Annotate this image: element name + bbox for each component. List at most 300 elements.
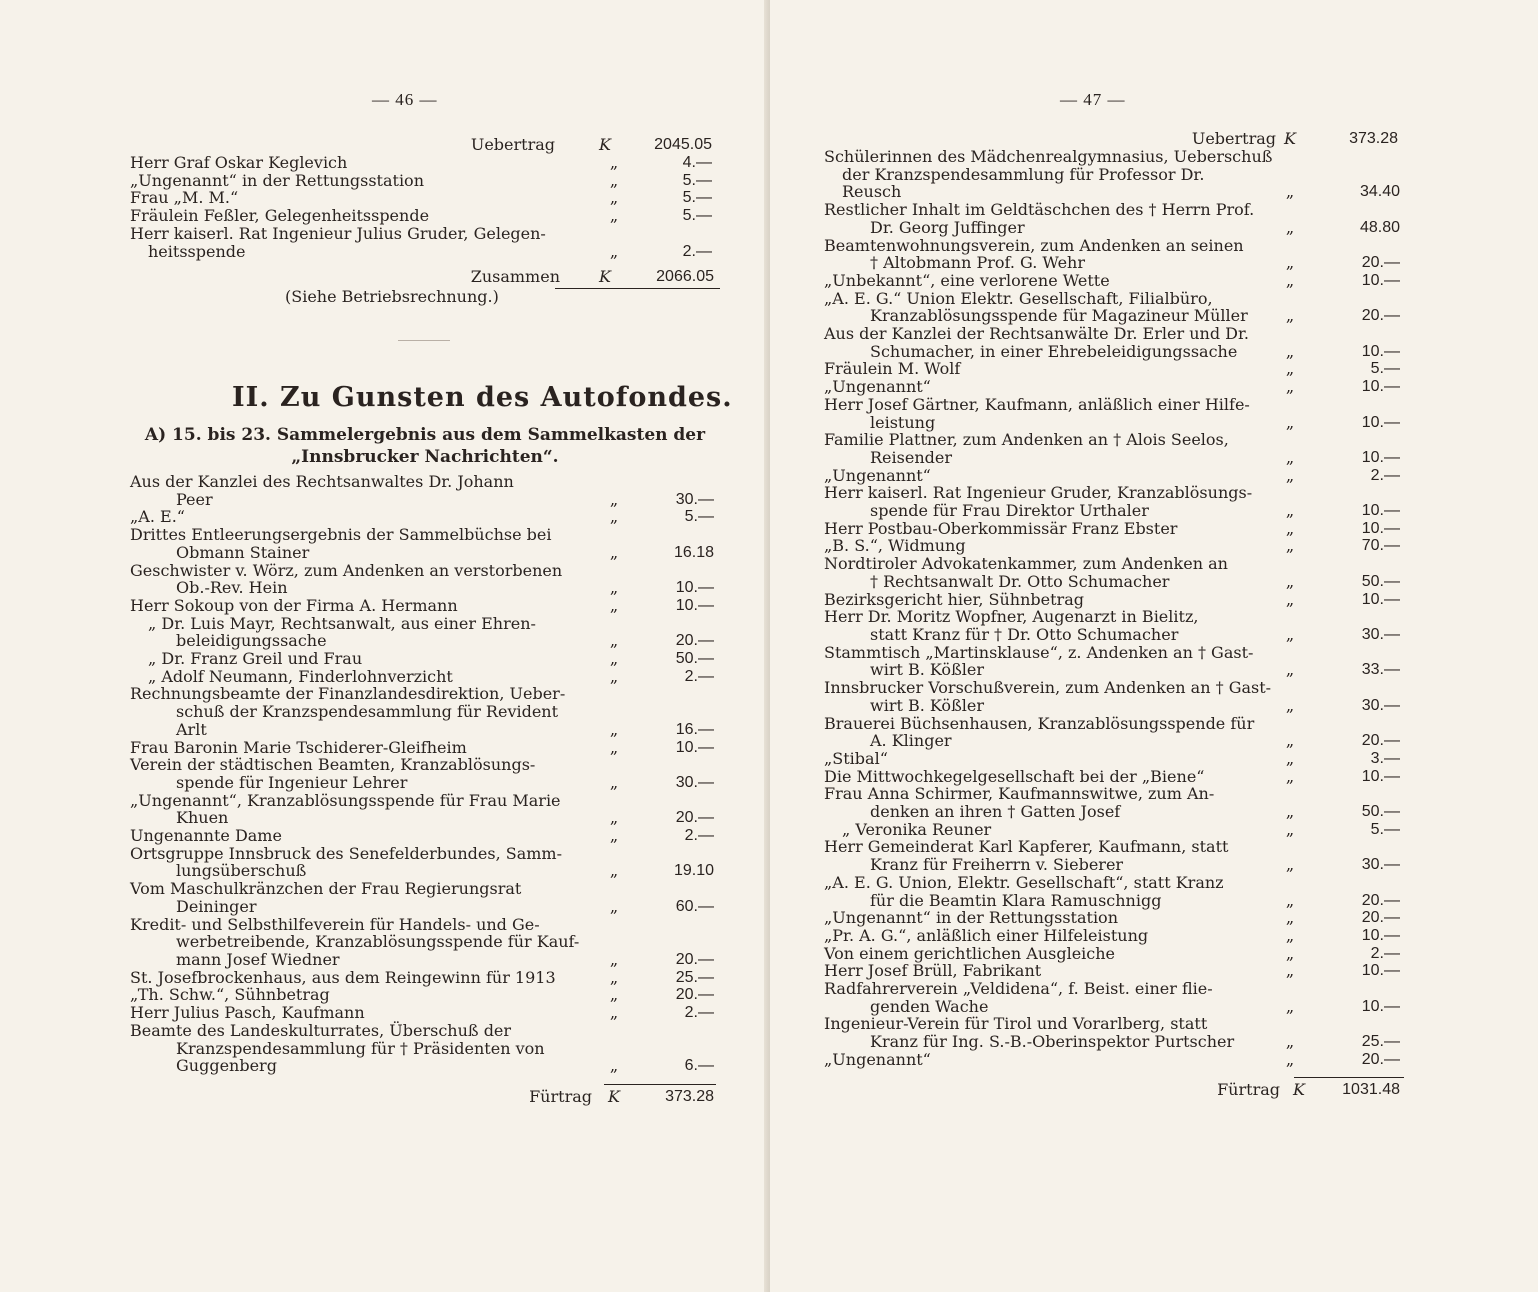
sum-rule <box>604 1084 716 1085</box>
entry-text: Herr Josef Brüll, Fabrikant <box>824 961 1042 981</box>
ledger-row <box>130 225 720 243</box>
ledger-row <box>130 969 720 987</box>
entry-text: „Ungenannt“ <box>824 377 931 397</box>
entry-text: Deininger <box>176 896 257 916</box>
entry-amount: 3.— <box>1370 749 1400 767</box>
ledger-row <box>130 172 720 190</box>
entry-text: Ortsgruppe Innsbruck des Senefelderbundes, Samm- <box>130 843 562 863</box>
ledger-row <box>824 1051 1404 1069</box>
top-entries <box>130 154 720 260</box>
ditto-mark: „ <box>1285 961 1295 981</box>
entry-text: „Ungenannt“ <box>824 465 931 485</box>
ledger-row <box>824 343 1404 361</box>
ditto-mark: „ <box>609 737 619 757</box>
ledger-row <box>824 555 1404 573</box>
entry-amount: 20.— <box>675 809 714 827</box>
ledger-row <box>824 732 1404 750</box>
entry-text: Dr. Georg Juffinger <box>870 217 1025 237</box>
ledger-row <box>824 520 1404 538</box>
entry-list <box>824 148 1404 1069</box>
carry-out-amount: 373.28 <box>665 1088 714 1105</box>
ledger-row <box>824 945 1404 963</box>
entry-amount: 25.— <box>675 968 714 986</box>
ledger-row <box>824 502 1404 520</box>
ledger-row <box>824 237 1404 255</box>
entry-text: Radfahrerverein „Veldidena“, f. Beist. einer flie- <box>824 979 1213 999</box>
entry-text: † Altobmann Prof. G. Wehr <box>870 253 1085 273</box>
ledger-row <box>130 880 720 898</box>
entry-text: „ Adolf Neumann, Finderlohnverzicht <box>148 666 453 686</box>
ledger-row <box>130 721 720 739</box>
entry-text: „A. E. G. Union, Elektr. Gesellschaft“, statt Kranz <box>824 872 1224 892</box>
ditto-mark: „ <box>609 188 619 208</box>
ditto-mark: „ <box>1285 589 1295 609</box>
ledger-row <box>130 526 720 544</box>
entry-amount: 10.— <box>1361 519 1400 537</box>
entry-amount: 30.— <box>1361 625 1400 643</box>
entry-text: genden Wache <box>870 996 989 1016</box>
divider <box>398 340 450 341</box>
entry-text: Die Mittwochkegelgesellschaft bei der „Biene“ <box>824 766 1205 786</box>
ledger-row <box>130 668 720 686</box>
ledger-row <box>824 962 1404 980</box>
entry-text: Fräulein M. Wolf <box>824 359 961 379</box>
currency-symbol: K <box>1293 1080 1305 1099</box>
entry-text: Ungenannte Dame <box>130 826 282 846</box>
entry-text: Brauerei Büchsenhausen, Kranzablösungsspende für <box>824 713 1255 733</box>
entry-amount: 60.— <box>675 897 714 915</box>
entry-text: leistung <box>870 412 936 432</box>
entry-amount: 6.— <box>684 1057 714 1075</box>
ditto-mark: „ <box>609 578 619 598</box>
entry-text: † Rechtsanwalt Dr. Otto Schumacher <box>870 571 1170 591</box>
entry-text: spende für Frau Direktor Urthaler <box>870 501 1149 521</box>
entry-amount: 10.— <box>1361 962 1400 980</box>
ditto-mark: „ <box>1285 182 1295 202</box>
ditto-mark: „ <box>1285 412 1295 432</box>
entry-text: Frau Baronin Marie Tschiderer-Gleifheim <box>130 737 467 757</box>
entry-amount: 2.— <box>1370 466 1400 484</box>
ledger-row <box>130 650 720 668</box>
ledger-row <box>824 360 1404 378</box>
right-page <box>770 0 1538 1292</box>
ledger-row <box>824 785 1404 803</box>
ledger-row <box>824 626 1404 644</box>
ditto-mark: „ <box>609 772 619 792</box>
ledger-row <box>824 573 1404 591</box>
entry-text: Stammtisch „Martinsklause“, z. Andenken an † Gast- <box>824 642 1254 662</box>
entry-text: Herr Sokoup von der Firma A. Hermann <box>130 595 458 615</box>
ledger-row <box>824 290 1404 308</box>
ledger-row <box>824 396 1404 414</box>
ditto-mark: „ <box>609 861 619 881</box>
entry-text: „Ungenannt“ in der Rettungsstation <box>130 170 424 190</box>
ditto-mark: „ <box>1285 624 1295 644</box>
ledger-row <box>130 986 720 1004</box>
entry-text: spende für Ingenieur Lehrer <box>176 772 408 792</box>
ledger-row <box>824 378 1404 396</box>
entry-amount: 5.— <box>682 189 712 207</box>
entry-amount: 20.— <box>1361 1050 1400 1068</box>
entry-text: Reusch <box>842 182 902 202</box>
entry-amount: 10.— <box>1361 271 1400 289</box>
ledger-row <box>130 685 720 703</box>
entry-text: „Stibal“ <box>824 748 888 768</box>
ditto-mark: „ <box>1285 660 1295 680</box>
ledger-row <box>824 715 1404 733</box>
entry-amount: 10.— <box>1361 926 1400 944</box>
ditto-mark: „ <box>1285 695 1295 715</box>
ditto-mark: „ <box>1285 217 1295 237</box>
entry-text: wirt B. Kößler <box>870 660 984 680</box>
entry-text: „ Veronika Reuner <box>842 819 992 839</box>
ledger-row <box>130 207 720 225</box>
entry-text: Beamte des Landeskulturrates, Überschuß der <box>130 1020 512 1040</box>
ledger-row <box>824 821 1404 839</box>
ditto-mark: „ <box>1285 270 1295 290</box>
entry-text: Kredit- und Selbsthilfeverein für Handels- und Ge- <box>130 914 540 934</box>
carry-in-label: Uebertrag <box>1191 129 1276 148</box>
entry-text: „Th. Schw.“, Sühnbetrag <box>130 985 330 1005</box>
entry-text: Peer <box>176 489 213 509</box>
ditto-mark: „ <box>1285 465 1295 485</box>
entry-text: Herr Graf Oskar Keglevich <box>130 153 348 172</box>
ditto-mark: „ <box>609 1056 619 1076</box>
ditto-mark: „ <box>1285 359 1295 379</box>
ditto-mark: „ <box>609 241 619 261</box>
ledger-row <box>824 537 1404 555</box>
entry-amount: 30.— <box>675 490 714 508</box>
ledger-row <box>130 597 720 615</box>
ledger-row <box>130 615 720 633</box>
ledger-row <box>130 189 720 207</box>
ledger-row <box>824 697 1404 715</box>
entry-text: mann Josef Wiedner <box>176 949 340 969</box>
ditto-mark: „ <box>1285 908 1295 928</box>
entry-amount: 50.— <box>1361 572 1400 590</box>
ledger-row <box>824 768 1404 786</box>
entry-text: Aus der Kanzlei der Rechtsanwälte Dr. Erler und Dr. <box>824 324 1249 344</box>
entry-amount: 2.— <box>684 667 714 685</box>
ditto-mark: „ <box>1285 1032 1295 1052</box>
entry-text: statt Kranz für † Dr. Otto Schumacher <box>870 624 1179 644</box>
ditto-mark: „ <box>1285 447 1295 467</box>
page-number: — 47 — <box>1060 90 1126 109</box>
ledger-row <box>824 449 1404 467</box>
ledger-row <box>824 892 1404 910</box>
ledger-row <box>824 608 1404 626</box>
entry-text: „Ungenannt“, Kranzablösungsspende für Frau Marie <box>130 790 561 810</box>
entry-amount: 20.— <box>675 986 714 1004</box>
entry-text: Herr kaiserl. Rat Ingenieur Julius Gruder, Gelegen- <box>130 223 546 243</box>
entry-text: Kranzablösungsspende für Magazineur Müller <box>870 306 1248 326</box>
entry-text: Arlt <box>176 719 207 739</box>
entry-amount: 20.— <box>675 632 714 650</box>
carry-out-amount: 1031.48 <box>1342 1081 1400 1098</box>
ledger-row <box>130 632 720 650</box>
ledger-row <box>130 933 720 951</box>
ditto-mark: „ <box>1285 501 1295 521</box>
currency-symbol: K <box>599 135 611 154</box>
entry-text: Herr kaiserl. Rat Ingenieur Gruder, Kranzablösungs- <box>824 483 1253 503</box>
entry-amount: 20.— <box>1361 891 1400 909</box>
entry-amount: 20.— <box>1361 732 1400 750</box>
ditto-mark: „ <box>1285 766 1295 786</box>
ditto-mark: „ <box>1285 943 1295 963</box>
entry-amount: 48.80 <box>1359 218 1400 236</box>
entry-text: heitsspende <box>148 241 246 261</box>
entry-text: schuß der Kranzspendesammlung für Revident <box>176 702 559 722</box>
ditto-mark: „ <box>609 153 619 172</box>
entry-amount: 2.— <box>684 1004 714 1022</box>
entry-text: Kranz für Freiherrn v. Sieberer <box>870 855 1124 875</box>
carry-in-label: Uebertrag <box>470 135 555 154</box>
entry-text: „A. E. G.“ Union Elektr. Gesellschaft, Filialbüro, <box>824 288 1213 308</box>
ledger-row <box>824 431 1404 449</box>
entry-text: lungsüberschuß <box>176 861 307 881</box>
ditto-mark: „ <box>1285 996 1295 1016</box>
entry-amount: 10.— <box>1361 342 1400 360</box>
ditto-mark: „ <box>1285 802 1295 822</box>
entry-text: Nordtiroler Advokatenkammer, zum Andenken an <box>824 554 1228 574</box>
left-page <box>0 0 768 1292</box>
entry-amount: 10.— <box>675 738 714 756</box>
ledger-row <box>130 862 720 880</box>
ledger-row <box>824 874 1404 892</box>
entry-amount: 5.— <box>1370 820 1400 838</box>
entry-text: A. Klinger <box>870 731 952 751</box>
entry-text: Frau Anna Schirmer, Kaufmannswitwe, zum An- <box>824 784 1215 804</box>
total-row <box>130 268 720 286</box>
entry-text: Familie Plattner, zum Andenken an † Alois Seelos, <box>824 430 1229 450</box>
ledger-row <box>130 951 720 969</box>
carry-out-row <box>130 1088 720 1106</box>
entry-amount: 16.18 <box>673 543 714 561</box>
ledger-row <box>130 473 720 491</box>
ditto-mark: „ <box>1285 306 1295 326</box>
ditto-mark: „ <box>1285 1049 1295 1069</box>
ledger-row <box>130 845 720 863</box>
ledger-row <box>824 219 1404 237</box>
sub-heading <box>130 424 720 468</box>
carry-in-row <box>130 136 720 154</box>
entry-amount: 20.— <box>1361 909 1400 927</box>
entry-text: werbetreibende, Kranzablösungsspende für Kauf- <box>176 932 580 952</box>
ledger-row <box>130 1057 720 1075</box>
entry-text: Kranzspendesammlung für † Präsidenten von <box>176 1038 545 1058</box>
ledger-row <box>130 154 720 172</box>
ditto-mark: „ <box>609 666 619 686</box>
ledger-row <box>824 166 1404 184</box>
entry-text: Herr Gemeinderat Karl Kapferer, Kaufmann, statt <box>824 837 1229 857</box>
section-heading: II. Zu Gunsten des Autofondes. <box>232 382 733 413</box>
ditto-mark: „ <box>1285 925 1295 945</box>
ledger-row <box>824 803 1404 821</box>
entry-text: „Pr. A. G.“, anläßlich einer Hilfeleistung <box>824 925 1149 945</box>
entry-text: Fräulein Feßler, Gelegenheitsspende <box>130 206 430 226</box>
entry-text: denken an ihren † Gatten Josef <box>870 802 1121 822</box>
ledger-row <box>824 679 1404 697</box>
entry-amount: 10.— <box>675 596 714 614</box>
entry-text: Khuen <box>176 808 229 828</box>
entry-text: „ Dr. Luis Mayr, Rechtsanwalt, aus einer Ehren- <box>148 613 536 633</box>
ditto-mark: „ <box>609 649 619 669</box>
ledger-row <box>130 579 720 597</box>
entry-amount: 50.— <box>1361 803 1400 821</box>
ledger-row <box>824 325 1404 343</box>
entry-text: Restlicher Inhalt im Geldtäschchen des † Herrn Prof. <box>824 200 1255 220</box>
sum-rule <box>555 288 720 289</box>
ledger-row <box>130 508 720 526</box>
entry-text: Schumacher, in einer Ehrebeleidigungssache <box>870 341 1238 361</box>
entry-text: „ Dr. Franz Greil und Frau <box>148 649 363 669</box>
ditto-mark: „ <box>1285 377 1295 397</box>
ledger-row <box>824 1015 1404 1033</box>
ledger-row <box>824 414 1404 432</box>
entry-amount: 25.— <box>1361 1033 1400 1051</box>
entry-text: Vom Maschulkränzchen der Frau Regierungsrat <box>130 879 522 899</box>
entry-amount: 10.— <box>675 579 714 597</box>
entry-text: Geschwister v. Wörz, zum Andenken an verstorbenen <box>130 560 563 580</box>
sub-heading-line-1: A) 15. bis 23. Sammelergebnis aus dem Sammelkasten der <box>144 425 706 445</box>
ledger-row <box>824 1033 1404 1051</box>
entry-amount: 4.— <box>682 154 712 171</box>
ditto-mark: „ <box>609 595 619 615</box>
entry-amount: 2.— <box>682 242 712 260</box>
entry-text: Rechnungsbeamte der Finanzlandesdirektion, Ueber- <box>130 684 566 704</box>
ledger-row <box>824 148 1404 166</box>
currency-symbol: K <box>1284 129 1296 148</box>
entry-amount: 20.— <box>1361 307 1400 325</box>
ditto-mark: „ <box>609 967 619 987</box>
ledger-row <box>130 739 720 757</box>
ledger-row <box>824 838 1404 856</box>
entry-amount: 10.— <box>1361 997 1400 1015</box>
entry-amount: 10.— <box>1361 767 1400 785</box>
entry-text: Schülerinnen des Mädchenrealgymnasius, Ueberschuß <box>824 147 1273 166</box>
entry-amount: 10.— <box>1361 502 1400 520</box>
entry-amount: 50.— <box>675 650 714 668</box>
ditto-mark: „ <box>1285 536 1295 556</box>
ledger-row <box>130 809 720 827</box>
ledger-row <box>824 856 1404 874</box>
entry-text: Herr Postbau-Oberkommissär Franz Ebster <box>824 518 1178 538</box>
entry-text: St. Josefbrockenhaus, aus dem Reingewinn für 1913 <box>130 967 556 987</box>
ledger-row <box>824 484 1404 502</box>
ledger-row <box>130 703 720 721</box>
entry-text: Aus der Kanzlei des Rechtsanwaltes Dr. Johann <box>130 472 514 491</box>
entry-amount: 2.— <box>684 827 714 845</box>
ditto-mark: „ <box>1285 890 1295 910</box>
entry-amount: 30.— <box>1361 696 1400 714</box>
ditto-mark: „ <box>1285 819 1295 839</box>
ditto-mark: „ <box>609 542 619 562</box>
ditto-mark: „ <box>609 719 619 739</box>
sub-heading-line-2: „Innsbrucker Nachrichten“. <box>291 447 559 467</box>
entry-amount: 20.— <box>675 950 714 968</box>
ditto-mark: „ <box>1285 731 1295 751</box>
ledger-row <box>824 909 1404 927</box>
ditto-mark: „ <box>609 1003 619 1023</box>
ditto-mark: „ <box>609 170 619 190</box>
ditto-mark: „ <box>609 826 619 846</box>
currency-symbol: K <box>608 1087 620 1106</box>
ditto-mark: „ <box>609 808 619 828</box>
ditto-mark: „ <box>1285 571 1295 591</box>
carry-out-label: Fürtrag <box>529 1087 592 1106</box>
entry-amount: 10.— <box>1361 590 1400 608</box>
entry-amount: 20.— <box>1361 254 1400 272</box>
ditto-mark: „ <box>1285 341 1295 361</box>
entry-amount: 34.40 <box>1359 183 1400 201</box>
ledger-row <box>824 750 1404 768</box>
entry-text: „A. E.“ <box>130 507 185 527</box>
ditto-mark: „ <box>1285 518 1295 538</box>
ditto-mark: „ <box>609 949 619 969</box>
carry-in-amount: 373.28 <box>1349 130 1398 147</box>
entry-text: Frau „M. M.“ <box>130 188 239 208</box>
carry-in-row <box>824 130 1404 148</box>
entry-amount: 16.— <box>675 720 714 738</box>
ledger-row <box>824 272 1404 290</box>
entry-text: Herr Dr. Moritz Wopfner, Augenarzt in Bielitz, <box>824 607 1199 627</box>
entry-amount: 10.— <box>1361 378 1400 396</box>
entry-text: „Ungenannt“ <box>824 1049 931 1069</box>
ledger-row <box>824 661 1404 679</box>
entry-text: Innsbrucker Vorschußverein, zum Andenken an † Gast- <box>824 678 1272 698</box>
entry-text: für die Beamtin Klara Ramuschnigg <box>870 890 1162 910</box>
ditto-mark: „ <box>609 985 619 1005</box>
entry-amount: 33.— <box>1361 661 1400 679</box>
entry-text: Bezirksgericht hier, Sühnbetrag <box>824 589 1084 609</box>
note: (Siehe Betriebsrechnung.) <box>285 287 499 306</box>
ledger-row <box>824 254 1404 272</box>
ditto-mark: „ <box>609 631 619 651</box>
page-number: — 46 — <box>372 90 438 109</box>
carry-in-amount: 2045.05 <box>654 136 712 153</box>
ditto-mark: „ <box>609 896 619 916</box>
ledger-row <box>130 916 720 934</box>
ledger-row <box>130 756 720 774</box>
entry-amount: 2.— <box>1370 944 1400 962</box>
entry-amount: 30.— <box>675 773 714 791</box>
entry-text: Ob.-Rev. Hein <box>176 578 288 598</box>
entry-amount: 70.— <box>1361 537 1400 555</box>
entry-amount: 10.— <box>1361 413 1400 431</box>
entry-text: Drittes Entleerungsergebnis der Sammelbüchse bei <box>130 525 552 545</box>
entry-text: „Unbekannt“, eine verlorene Wette <box>824 270 1110 290</box>
ditto-mark: „ <box>1285 855 1295 875</box>
ledger-row <box>824 467 1404 485</box>
entry-amount: 5.— <box>682 171 712 189</box>
ledger-row <box>130 544 720 562</box>
ledger-row <box>130 562 720 580</box>
ditto-mark: „ <box>609 489 619 509</box>
entry-amount: 19.10 <box>673 862 714 880</box>
ledger-row <box>824 201 1404 219</box>
ledger-row <box>130 1040 720 1058</box>
entry-text: wirt B. Kößler <box>870 695 984 715</box>
ledger-row <box>824 644 1404 662</box>
ledger-row <box>130 1022 720 1040</box>
ledger-row <box>130 1004 720 1022</box>
ledger-row <box>130 243 720 261</box>
entry-amount: 10.— <box>1361 448 1400 466</box>
entry-amount: 30.— <box>1361 856 1400 874</box>
entry-amount: 5.— <box>1370 360 1400 378</box>
sum-rule <box>1294 1077 1404 1078</box>
ledger-row <box>824 591 1404 609</box>
